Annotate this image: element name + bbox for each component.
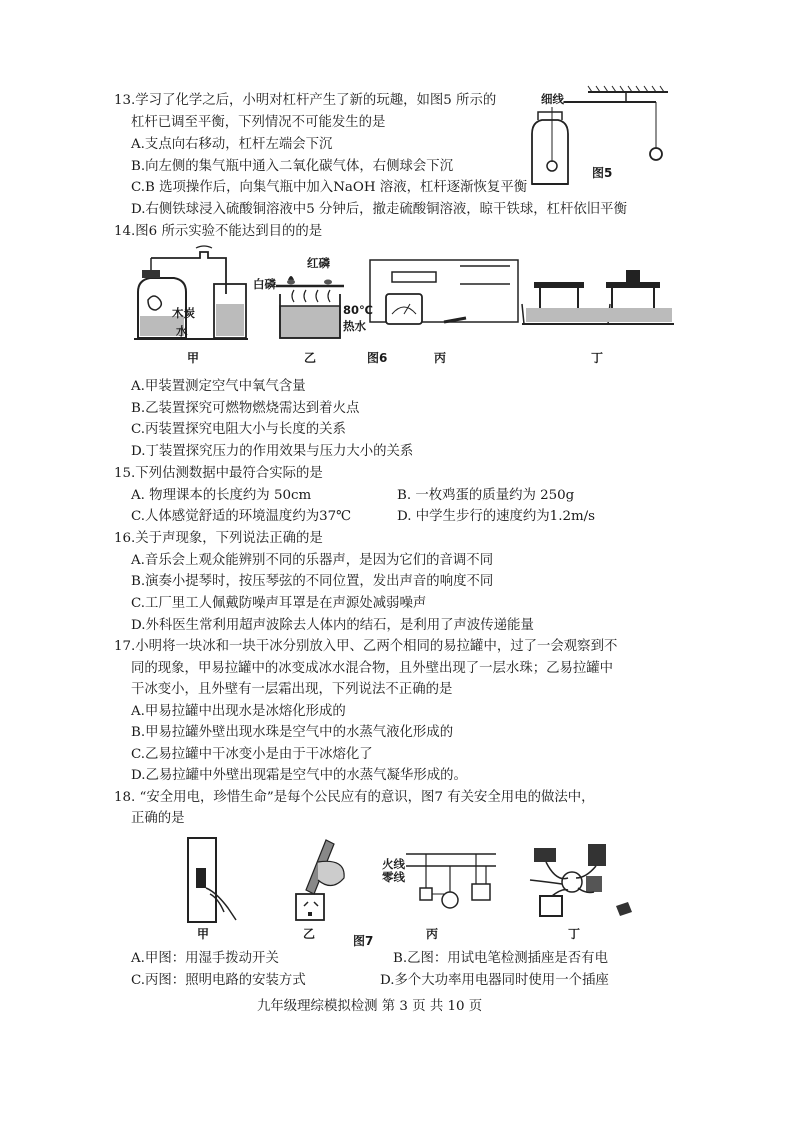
figure-6-hot-water-temp-label: 80℃ bbox=[343, 303, 373, 317]
q15-option-a: A. 物理课本的长度约为 50cm bbox=[131, 488, 312, 503]
figure-6-caption: 图6 bbox=[367, 351, 388, 365]
q18-option-c: C.丙图：照明电路的安装方式 bbox=[131, 973, 306, 988]
q17-stem-line1: 17.小明将一块冰和一块干冰分别放入甲、乙两个相同的易拉罐中，过了一会观察到不 bbox=[114, 639, 618, 654]
q14-option-d: D.丁装置探究压力的作用效果与压力大小的关系 bbox=[131, 444, 414, 459]
figure-7-sub-bing: 丙 bbox=[426, 927, 439, 941]
figure-6-red-phosphorus-label: 红磷 bbox=[307, 256, 330, 270]
q16-stem: 16.关于声现象，下列说法正确的是 bbox=[114, 531, 323, 546]
q17-stem-line2: 同的现象，甲易拉罐中的冰变成冰水混合物，且外壁出现了一层水珠；乙易拉罐中 bbox=[131, 661, 614, 676]
q15-stem: 15.下列估测数据中最符合实际的是 bbox=[114, 466, 323, 481]
q13-option-d: D.右侧铁球浸入硫酸铜溶液中5 分钟后，撤走硫酸铜溶液，晾干铁球，杠杆依旧平衡 bbox=[131, 202, 627, 217]
q13-stem-line2: 杠杆已调至平衡，下列情况不可能发生的是 bbox=[131, 115, 386, 130]
q13-option-a: A.支点向右移动，杠杆左端会下沉 bbox=[131, 137, 333, 152]
figure-6-apparatus-diagram bbox=[130, 244, 670, 344]
q15-option-b: B. 一枚鸡蛋的质量约为 250g bbox=[397, 488, 575, 503]
q13-stem-line1: 13.学习了化学之后，小明对杠杆产生了新的玩趣，如图5 所示的 bbox=[114, 93, 497, 108]
figure-7-live-wire-label: 火线 bbox=[382, 857, 405, 871]
q16-option-d: D.外科医生常利用超声波除去人体内的结石，是利用了声波传递能量 bbox=[131, 618, 534, 633]
q18-option-b: B.乙图：用试电笔检测插座是否有电 bbox=[393, 951, 608, 966]
figure-7-sub-jia: 甲 bbox=[197, 927, 210, 941]
figure-7-sub-ding: 丁 bbox=[568, 927, 581, 941]
figure-6-sub-jia: 甲 bbox=[187, 351, 200, 365]
figure-5-caption: 图5 bbox=[592, 166, 613, 180]
figure-6-sub-ding: 丁 bbox=[591, 351, 604, 365]
q18-option-a: A.甲图：用湿手拨动开关 bbox=[131, 951, 279, 966]
q14-option-a: A.甲装置测定空气中氧气含量 bbox=[131, 379, 306, 394]
q18-option-d: D.多个大功率用电器同时使用一个插座 bbox=[380, 973, 609, 988]
q17-option-c: C.乙易拉罐中干冰变小是由于干冰熔化了 bbox=[131, 747, 373, 762]
q17-option-b: B.甲易拉罐外壁出现水珠是空气中的水蒸气液化形成的 bbox=[131, 725, 454, 740]
q17-option-a: A.甲易拉罐中出现水是冰熔化形成的 bbox=[131, 704, 346, 719]
figure-7-sub-yi: 乙 bbox=[303, 927, 316, 941]
figure-6-sub-bing: 丙 bbox=[434, 351, 447, 365]
figure-7-caption: 图7 bbox=[353, 934, 374, 948]
figure-6-white-phosphorus-label: 白磷 bbox=[253, 277, 276, 291]
q17-option-d: D.乙易拉罐中外壁出现霜是空气中的水蒸气凝华形成的。 bbox=[131, 768, 467, 783]
figure-6-charcoal-label: 木炭 bbox=[172, 306, 195, 320]
q13-option-c: C.B 选项操作后，向集气瓶中加入NaOH 溶液，杠杆逐渐恢复平衡 bbox=[131, 180, 528, 195]
figure-6-water-label: 水 bbox=[176, 324, 188, 338]
figure-5-thread-label: 细线 bbox=[541, 92, 564, 106]
q13-option-b: B.向左侧的集气瓶中通入二氧化碳气体，右侧球会下沉 bbox=[131, 159, 454, 174]
figure-7-neutral-wire-label: 零线 bbox=[382, 870, 405, 884]
q16-option-a: A.音乐会上观众能辨别不同的乐器声，是因为它们的音调不同 bbox=[131, 553, 494, 568]
q14-stem: 14.图6 所示实验不能达到目的的是 bbox=[114, 224, 323, 239]
q18-stem-line1: 18. “安全用电，珍惜生命”是每个公民应有的意识，图7 有关安全用电的做法中， bbox=[114, 790, 595, 805]
q14-option-c: C.丙装置探究电阻大小与长度的关系 bbox=[131, 422, 346, 437]
q15-option-d: D. 中学生步行的速度约为1.2m/s bbox=[397, 509, 596, 524]
q16-option-b: B.演奏小提琴时，按压琴弦的不同位置，发出声音的响度不同 bbox=[131, 574, 494, 589]
q14-option-b: B.乙装置探究可燃物燃烧需达到着火点 bbox=[131, 401, 360, 416]
figure-6-sub-yi: 乙 bbox=[304, 351, 317, 365]
q18-stem-line2: 正确的是 bbox=[131, 811, 185, 826]
q16-option-c: C.工厂里工人佩戴防噪声耳罩是在声源处减弱噪声 bbox=[131, 596, 427, 611]
q17-stem-line3: 干冰变小，且外壁有一层霜出现，下列说法不正确的是 bbox=[131, 682, 453, 697]
q15-option-c: C.人体感觉舒适的环境温度约为37℃ bbox=[131, 509, 352, 524]
page-footer: 九年级理综模拟检测 第 3 页 共 10 页 bbox=[257, 999, 483, 1014]
figure-6-hot-water-label: 热水 bbox=[343, 319, 366, 333]
